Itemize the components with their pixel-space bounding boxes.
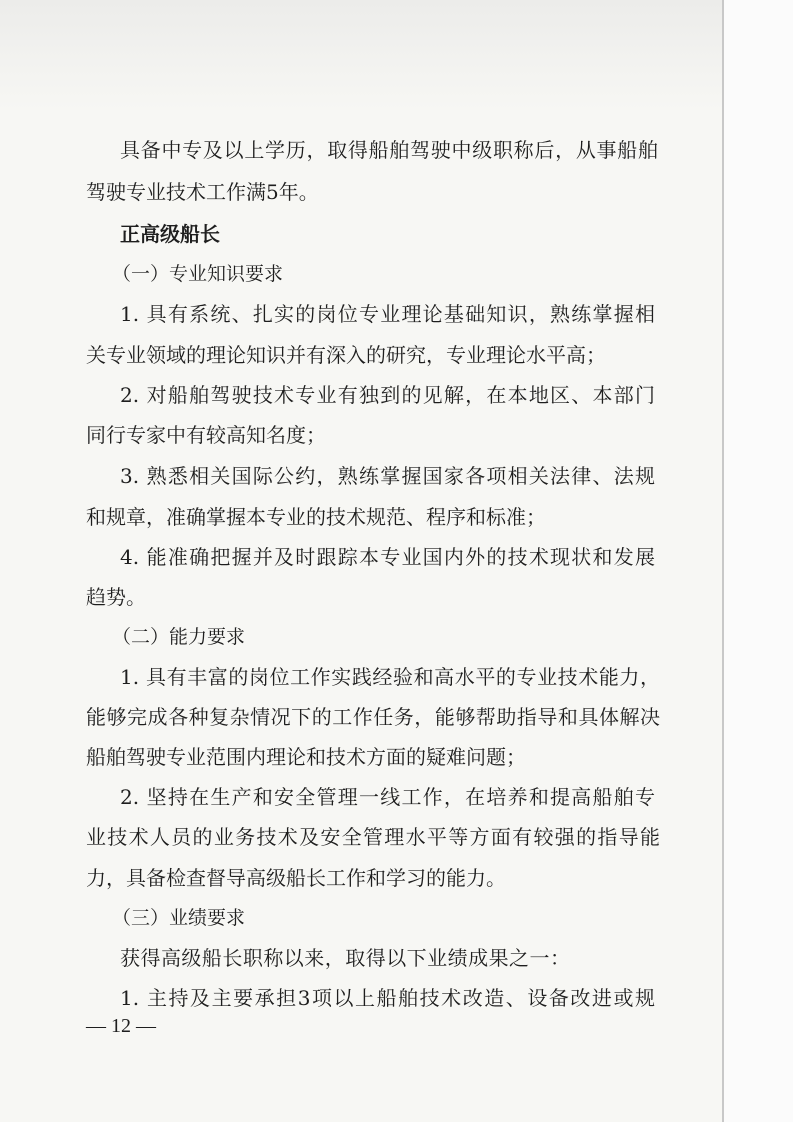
paragraph-line: 1. 主持及主要承担3项以上船舶技术改造、设备改进或规 — [120, 986, 655, 1010]
scan-page-edge — [722, 0, 724, 1122]
page-number: — 12 — — [86, 1015, 156, 1037]
paragraph-line: 2. 对船舶驾驶技术专业有独到的见解，在本地区、本部门 — [120, 383, 655, 407]
paragraph-line: 2. 坚持在生产和安全管理一线工作，在培养和提高船舶专 — [120, 785, 655, 809]
paragraph-line: 4. 能准确把握并及时跟踪本专业国内外的技术现状和发展 — [120, 545, 655, 569]
paragraph-line: 趋势。 — [86, 585, 146, 609]
scan-right-margin — [724, 0, 793, 1122]
paragraph-line: 能够完成各种复杂情况下的工作任务，能够帮助指导和具体解决 — [86, 705, 660, 729]
paragraph-line: 获得高级船长职称以来，取得以下业绩成果之一： — [120, 946, 570, 970]
section-heading: 正高级船长 — [120, 222, 220, 246]
paragraph-line: 同行专家中有较高知名度； — [86, 423, 326, 447]
paragraph-line: 1. 具有丰富的岗位工作实践经验和高水平的专业技术能力， — [120, 665, 660, 689]
paragraph-line: 和规章，准确掌握本专业的技术规范、程序和标准； — [86, 505, 546, 529]
paragraph-line: 1. 具有系统、扎实的岗位专业理论基础知识，熟练掌握相 — [120, 302, 655, 326]
paragraph-line: 船舶驾驶专业范围内理论和技术方面的疑难问题； — [86, 745, 526, 769]
paragraph-line: 具备中专及以上学历，取得船舶驾驶中级职称后，从事船舶 — [120, 138, 658, 162]
paragraph-line: 关专业领域的理论知识并有深入的研究，专业理论水平高； — [86, 343, 606, 367]
subsection-heading: （一）专业知识要求 — [112, 263, 284, 285]
paragraph-line: 力，具备检查督导高级船长工作和学习的能力。 — [86, 866, 506, 890]
paragraph-line: 3. 熟悉相关国际公约，熟练掌握国家各项相关法律、法规 — [120, 464, 655, 488]
paragraph-line: 业技术人员的业务技术及安全管理水平等方面有较强的指导能 — [86, 825, 660, 849]
scan-shadow — [0, 0, 793, 110]
paragraph-line: 驾驶专业技术工作满5年。 — [86, 180, 319, 204]
subsection-heading: （二）能力要求 — [112, 626, 246, 648]
subsection-heading: （三）业绩要求 — [112, 907, 246, 929]
